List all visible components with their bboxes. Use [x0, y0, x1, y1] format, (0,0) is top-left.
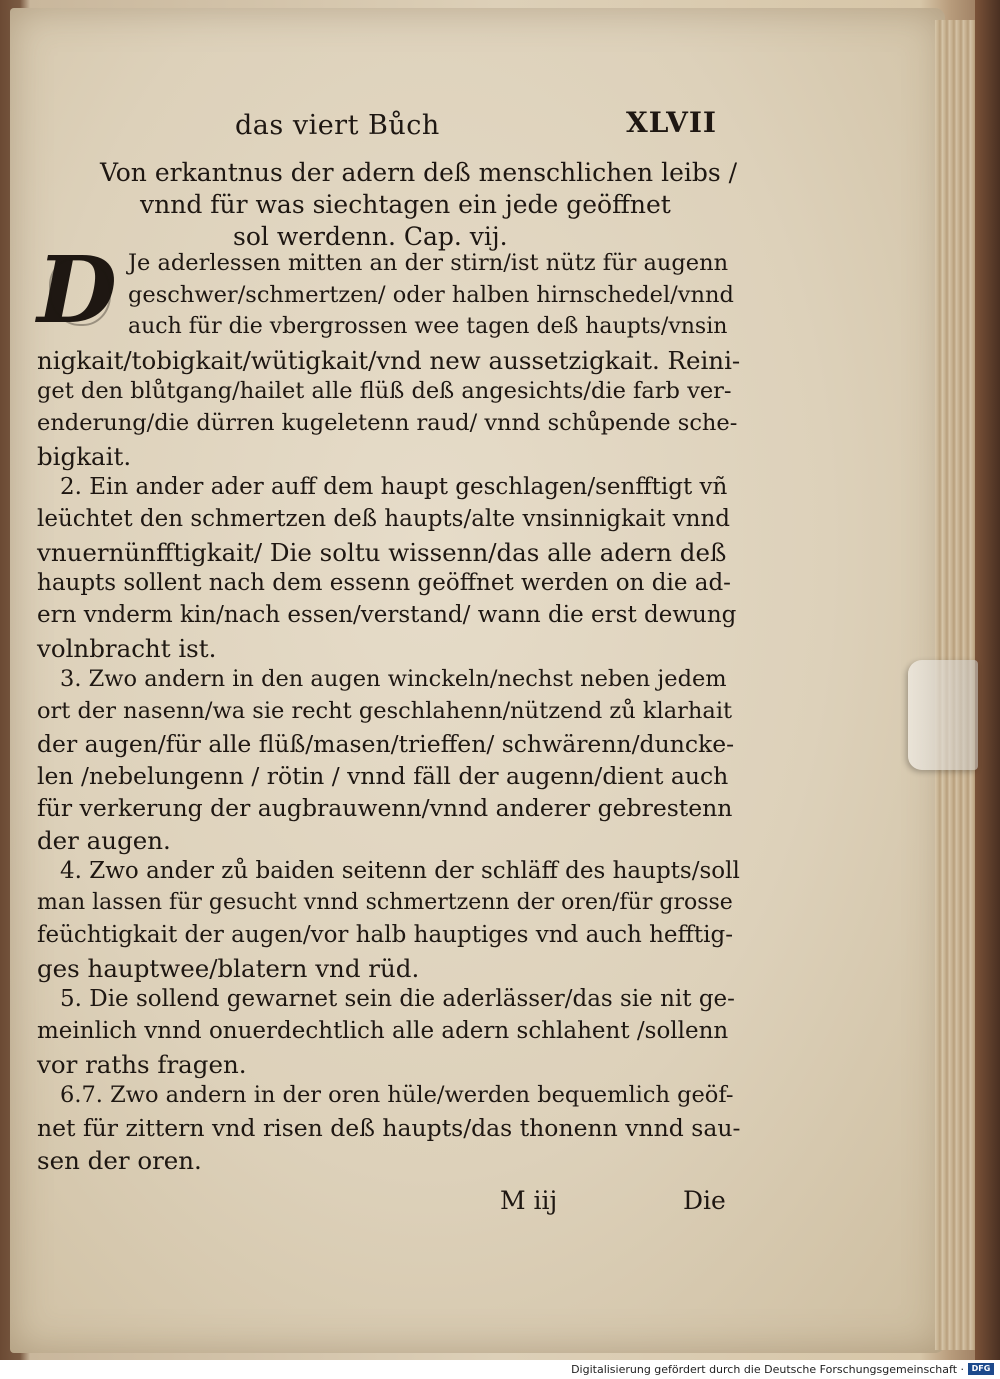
body-line: 3. Zwo andern in den augen winckeln/nechst neben jedem [60, 666, 727, 692]
body-line: enderung/die dürren kugeletenn raud/ vnnd schůpende sche- [37, 410, 738, 436]
body-line: bigkait. [37, 442, 132, 471]
drop-cap: D [35, 246, 119, 334]
body-line: len /nebelungenn / rötin / vnnd fäll der augenn/dient auch [37, 762, 729, 790]
page-clip [908, 660, 978, 770]
chapter-title-line: sol werdenn. Cap. vij. [233, 222, 508, 251]
body-line: ges hauptwee/blatern vnd rüd. [37, 954, 420, 983]
body-line: 2. Ein ander ader auff dem haupt geschlagen/senfftigt vñ [60, 474, 728, 500]
footer-credit: Digitalisierung gefördert durch die Deutsche Forschungsgemeinschaft · [571, 1363, 964, 1376]
dfg-logo-icon: DFG [968, 1363, 994, 1375]
body-line: für verkerung der augbrauwenn/vnnd anderer gebrestenn [37, 794, 733, 822]
body-line: 4. Zwo ander zů baiden seitenn der schläff des haupts/soll [60, 858, 740, 884]
running-head: das viert Bůch [235, 110, 440, 141]
chapter-title-line: Von erkantnus der adern deß menschlichen leibs / [100, 158, 738, 187]
body-line: ort der nasenn/wa sie recht geschlahenn/nützend zů klarhait [37, 698, 733, 724]
body-line: sen der oren. [37, 1146, 202, 1175]
body-line: vor raths fragen. [37, 1050, 247, 1079]
body-line: leüchtet den schmertzen deß haupts/alte vnsinnigkait vnnd [37, 506, 731, 532]
body-line: vnuernünfftigkait/ Die soltu wissenn/das alle adern deß [37, 538, 727, 567]
book-cover-edge [975, 0, 1000, 1360]
body-line: ern vnderm kin/nach essen/verstand/ wann die erst dewung [37, 602, 737, 628]
body-line: volnbracht ist. [37, 634, 217, 663]
signature-mark: M iij [500, 1186, 558, 1215]
body-line: geschwer/schmertzen/ oder halben hirnschedel/vnnd [128, 282, 734, 308]
body-line: auch für die vbergrossen wee tagen deß haupts/vnsin [128, 314, 728, 339]
body-line: get den blůtgang/hailet alle flüß deß angesichts/die farb ver- [37, 378, 732, 404]
body-line: man lassen für gesucht vnnd schmertzenn der oren/für grosse [37, 890, 733, 915]
footer-bar [0, 1360, 1000, 1379]
body-line: nigkait/tobigkait/wütigkait/vnd new aussetzigkait. Reini- [37, 346, 741, 375]
body-line: Je aderlessen mitten an der stirn/ist nütz für augenn [128, 250, 729, 276]
body-line: 5. Die sollend gewarnet sein die aderlässer/das sie nit ge- [60, 986, 735, 1012]
body-line: der augen/für alle flüß/masen/trieffen/ schwärenn/duncke- [37, 730, 735, 758]
body-line: meinlich vnnd onuerdechtlich alle adern schlahent /sollenn [37, 1018, 729, 1044]
body-line: net für zittern vnd risen deß haupts/das thonenn vnnd sau- [37, 1114, 741, 1142]
chapter-title-line: vnnd für was siechtagen ein jede geöffnet [140, 190, 671, 219]
body-line: der augen. [37, 826, 171, 855]
folio-number: XLVII [626, 106, 718, 139]
body-line: haupts sollent nach dem essenn geöffnet werden on die ad- [37, 570, 731, 596]
catchword: Die [683, 1186, 726, 1215]
body-line: feüchtigkait der augen/vor halb hauptiges vnd auch hefftig- [37, 922, 733, 948]
body-line: 6.7. Zwo andern in der oren hüle/werden bequemlich geöf- [60, 1082, 734, 1108]
